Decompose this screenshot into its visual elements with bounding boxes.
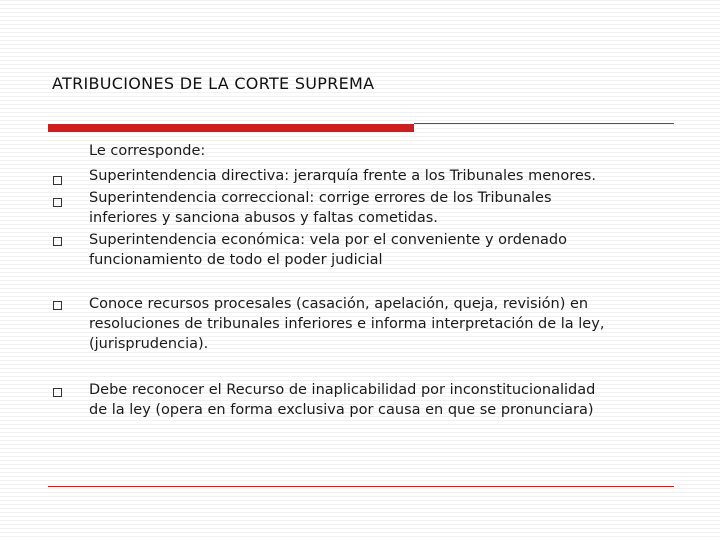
- hollow-square-bullet-icon: [53, 388, 62, 397]
- hollow-square-bullet-icon: [53, 301, 62, 310]
- intro-text: Le corresponde:: [89, 143, 206, 159]
- bullet-5-line-2: de la ley (opera en forma exclusiva por causa en que se pronunciara): [89, 402, 594, 418]
- bullet-5-line-1: Debe reconocer el Recurso de inaplicabilidad por inconstitucionalidad: [89, 382, 596, 398]
- bullet-4-line-2: resoluciones de tribunales inferiores e informa interpretación de la ley,: [89, 316, 605, 332]
- bullet-2-line-1: Superintendencia correccional: corrige errores de los Tribunales: [89, 190, 552, 206]
- hollow-square-bullet-icon: [53, 237, 62, 246]
- bottom-rule: [48, 486, 674, 487]
- bullet-1-line-1: Superintendencia directiva: jerarquía frente a los Tribunales menores.: [89, 168, 596, 184]
- hollow-square-bullet-icon: [53, 198, 62, 207]
- bullet-3-line-2: funcionamiento de todo el poder judicial: [89, 252, 383, 268]
- bullet-4-line-1: Conoce recursos procesales (casación, apelación, queja, revisión) en: [89, 296, 589, 312]
- bullet-3-line-1: Superintendencia económica: vela por el conveniente y ordenado: [89, 232, 567, 248]
- bullet-2-line-2: inferiores y sanciona abusos y faltas cometidas.: [89, 210, 438, 226]
- bullet-4-line-3: (jurisprudencia).: [89, 336, 209, 352]
- hollow-square-bullet-icon: [53, 176, 62, 185]
- slide-title: ATRIBUCIONES DE LA CORTE SUPREMA: [52, 74, 375, 93]
